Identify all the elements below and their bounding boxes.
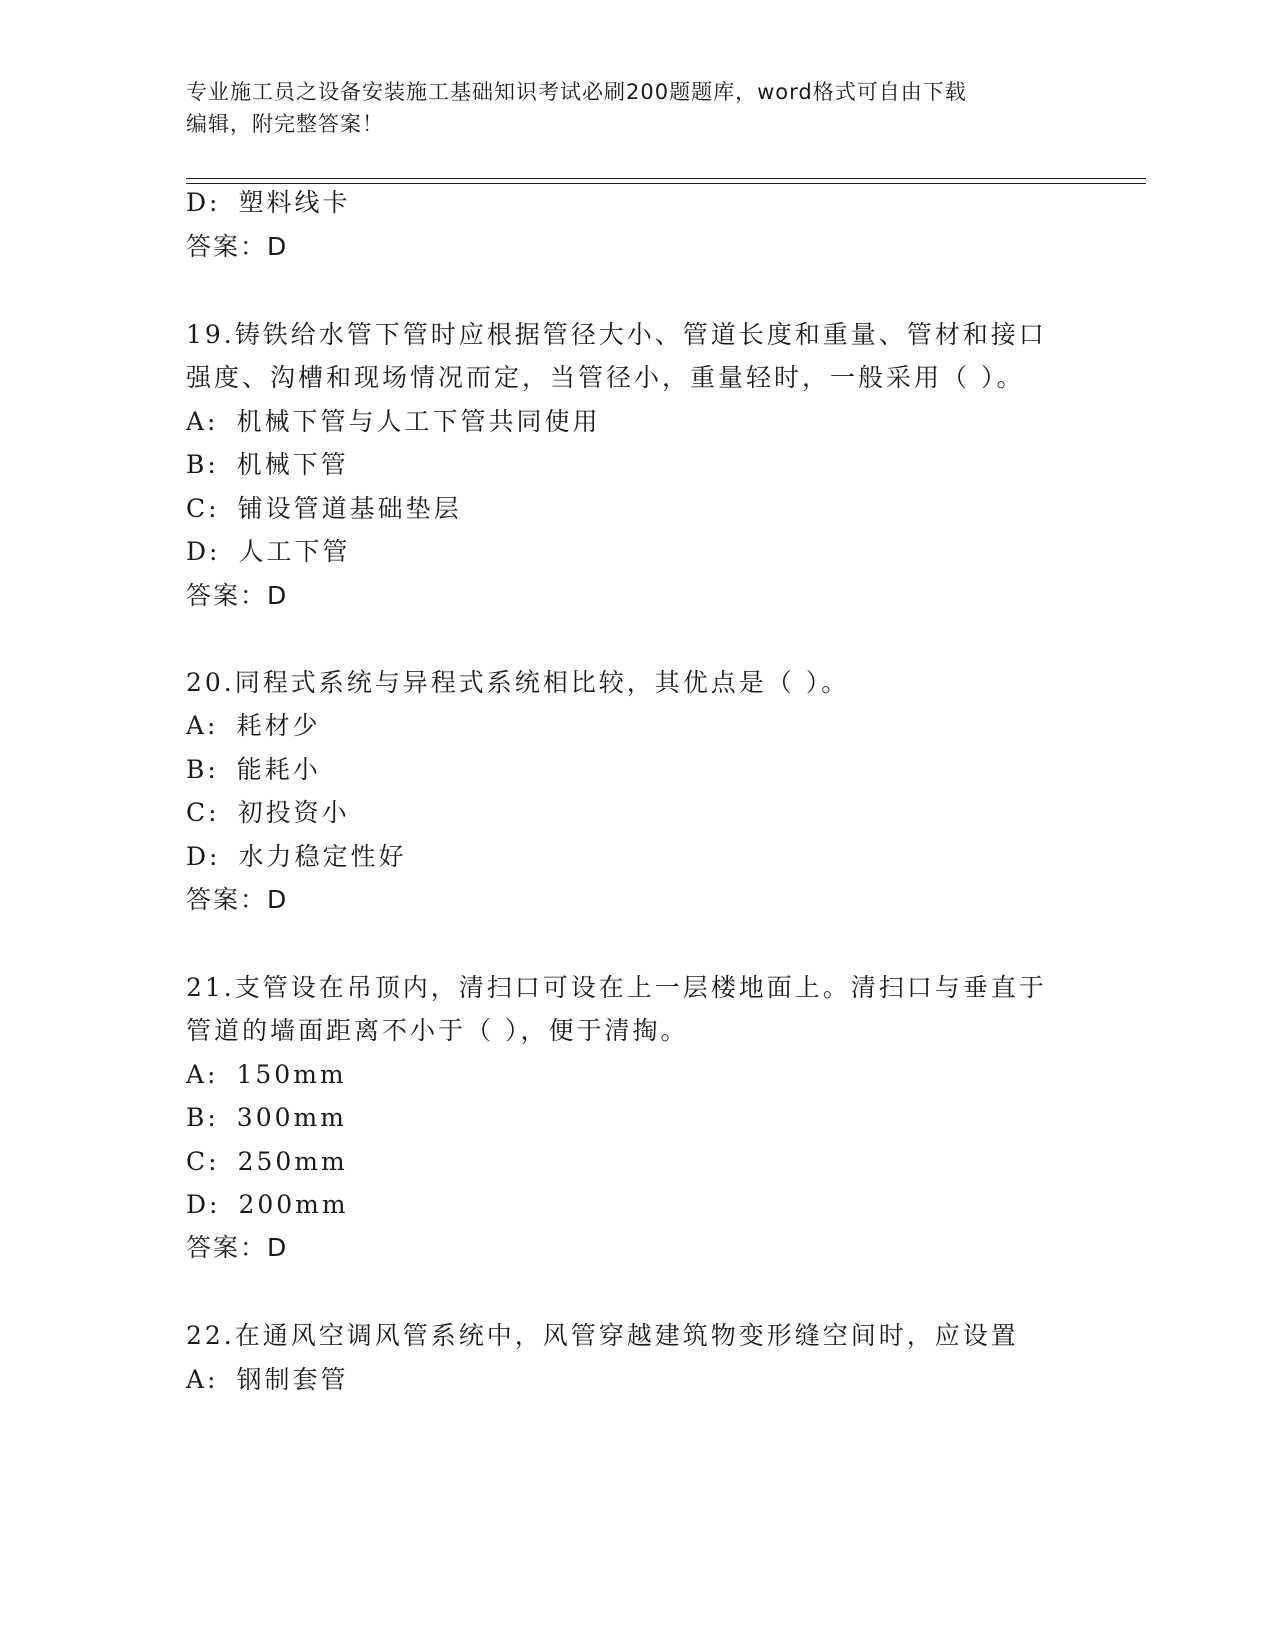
- option-letter: A:: [186, 1365, 219, 1394]
- option-text: 250mm: [237, 1147, 348, 1176]
- option-text: 150mm: [236, 1060, 347, 1089]
- option-text: 机械下管: [236, 450, 349, 479]
- q19-stem-line-2: 强度、沟槽和现场情况而定，当管径小，重量轻时，一般采用（ ）。: [186, 363, 1025, 392]
- option-text: 300mm: [236, 1103, 347, 1132]
- q21-answer: 答案：D: [186, 1233, 289, 1262]
- q21-option-d: [186, 1190, 349, 1220]
- option-letter: C:: [186, 798, 220, 827]
- option-letter: D:: [186, 842, 221, 871]
- q19-stem-line-1: 19.铸铁给水管下管时应根据管径大小、管道长度和重量、管材和接口: [186, 320, 1047, 349]
- option-letter: C:: [186, 494, 220, 523]
- option-letter: B:: [186, 1103, 219, 1132]
- header-divider-bottom: [186, 183, 1146, 184]
- q19-answer: 答案：D: [186, 581, 289, 610]
- q20-answer: 答案：D: [186, 885, 289, 914]
- option-text: 铺设管道基础垫层: [237, 494, 462, 523]
- option-text: 塑料线卡: [238, 188, 351, 217]
- q20-option-a: [186, 711, 321, 741]
- option-letter: D:: [186, 188, 221, 217]
- q18-option-d: [186, 188, 350, 218]
- header-divider-top: [186, 178, 1146, 179]
- q19-option-b: [186, 450, 349, 480]
- option-text: 200mm: [238, 1190, 349, 1219]
- header-line-2: 编辑，附完整答案！: [186, 112, 384, 136]
- q21-option-b: [186, 1103, 347, 1133]
- option-text: 钢制套管: [236, 1365, 349, 1394]
- option-letter: A:: [186, 1060, 219, 1089]
- q19-option-a: [186, 407, 601, 437]
- q21-option-a: [186, 1060, 347, 1090]
- option-text: 能耗小: [236, 755, 321, 784]
- q20-option-c: [186, 798, 350, 828]
- document-header: [186, 76, 1086, 140]
- option-text: 机械下管与人工下管共同使用: [236, 407, 601, 436]
- option-letter: D:: [186, 537, 221, 566]
- q21-stem-line-1: 21.支管设在吊顶内，清扫口可设在上一层楼地面上。清扫口与垂直于: [186, 973, 1047, 1002]
- q21-option-c: [186, 1147, 348, 1177]
- option-text: 人工下管: [238, 537, 351, 566]
- q19-option-c: [186, 494, 462, 524]
- q18-answer: 答案：D: [186, 232, 289, 261]
- q20-option-d: [186, 842, 406, 872]
- q20-stem-line-1: 20.同程式系统与异程式系统相比较，其优点是（ ）。: [186, 668, 850, 697]
- option-letter: C:: [186, 1147, 220, 1176]
- option-text: 水力稳定性好: [238, 842, 407, 871]
- option-text: 耗材少: [236, 711, 321, 740]
- q22-stem-line-1: 22.在通风空调风管系统中，风管穿越建筑物变形缝空间时，应设置: [186, 1321, 1019, 1350]
- option-text: 初投资小: [237, 798, 350, 827]
- q20-option-b: [186, 755, 321, 785]
- q21-stem-line-2: 管道的墙面距离不小于（ ），便于清掏。: [186, 1016, 689, 1045]
- q19-option-d: [186, 537, 350, 567]
- option-letter: A:: [186, 711, 219, 740]
- option-letter: B:: [186, 755, 219, 784]
- option-letter: A:: [186, 407, 219, 436]
- option-letter: D:: [186, 1190, 221, 1219]
- option-letter: B:: [186, 450, 219, 479]
- q22-option-a: [186, 1365, 349, 1395]
- header-line-1: 专业施工员之设备安装施工基础知识考试必刷200题题库，word格式可自由下载: [186, 80, 967, 104]
